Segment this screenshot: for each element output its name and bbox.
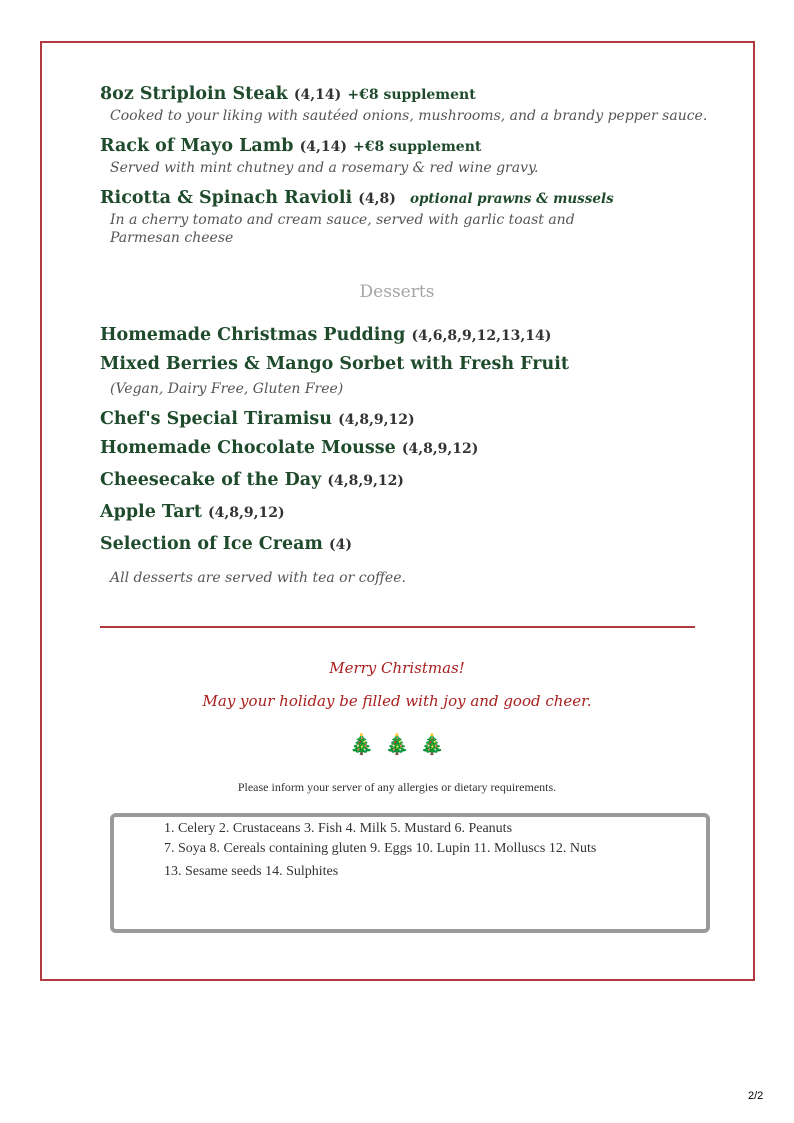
dessert-name: Apple Tart [100, 502, 202, 522]
dish-title-lamb [100, 136, 481, 156]
allergen-key-line: 13. Sesame seeds 14. Sulphites [164, 864, 339, 879]
dessert-name: Mixed Berries & Mango Sorbet with Fresh Fruit [100, 354, 569, 374]
dish-allergens: (4,8) [358, 191, 396, 207]
dish-supplement: +€8 supplement [353, 139, 482, 155]
dish-name: Ricotta & Spinach Ravioli [100, 188, 353, 208]
christmas-tree-icon: 🎄 [384, 732, 410, 756]
desserts-footer-note: All desserts are served with tea or coffee. [110, 570, 406, 586]
greeting-line-2: May your holiday be filled with joy and good cheer. [202, 692, 592, 710]
dessert-allergens: (4,6,8,9,12,13,14) [411, 328, 552, 344]
dessert-name: Selection of Ice Cream [100, 534, 323, 554]
dish-allergens: (4,14) [293, 87, 342, 103]
page-number: 2/2 [748, 1090, 764, 1102]
christmas-tree-icon: 🎄 [349, 732, 375, 756]
dessert-name: Homemade Christmas Pudding [100, 325, 406, 345]
dish-name: 8oz Striploin Steak [100, 84, 288, 104]
dessert-dietary-note: (Vegan, Dairy Free, Gluten Free) [110, 381, 344, 397]
dessert-item [100, 409, 415, 429]
dessert-name: Cheesecake of the Day [100, 470, 322, 490]
dish-allergens: (4,14) [299, 139, 347, 155]
dish-title-striploin [100, 84, 476, 104]
christmas-trees [0, 732, 794, 756]
dish-option: optional prawns & mussels [409, 191, 614, 207]
christmas-tree-icon: 🎄 [419, 732, 445, 756]
dish-supplement: +€8 supplement [347, 87, 476, 103]
dish-description-lamb: Served with mint chutney and a rosemary & red wine gravy. [110, 160, 539, 176]
dessert-item [100, 502, 285, 522]
allergen-key-line: 7. Soya 8. Cereals containing gluten 9. Eggs 10. Lupin 11. Molluscs 12. Nuts [164, 841, 597, 856]
dessert-allergens: (4) [329, 537, 353, 553]
greeting-line-1: Merry Christmas! [329, 659, 465, 677]
allergy-notice: Please inform your server of any allergies or dietary requirements. [237, 780, 557, 794]
section-divider [100, 626, 695, 628]
dessert-item [100, 325, 551, 345]
dish-description-striploin: Cooked to your liking with sautéed onions, mushrooms, and a brandy pepper sauce. [110, 108, 708, 124]
dessert-name: Chef's Special Tiramisu [100, 409, 332, 429]
dish-description-ravioli: In a cherry tomato and cream sauce, served with garlic toast and Parmesan cheese [110, 212, 575, 246]
dessert-item [100, 354, 569, 374]
dessert-item [100, 438, 478, 458]
section-heading-desserts: Desserts [359, 282, 435, 302]
dessert-allergens: (4,8,9,12) [327, 473, 404, 489]
allergen-key-line: 1. Celery 2. Crustaceans 3. Fish 4. Milk 5. Mustard 6. Peanuts [164, 821, 513, 836]
dessert-allergens: (4,8,9,12) [401, 441, 479, 457]
dessert-item [100, 534, 352, 554]
dessert-item [100, 470, 404, 490]
dish-title-ravioli [100, 188, 614, 208]
dish-name: Rack of Mayo Lamb [100, 136, 294, 156]
dessert-allergens: (4,8,9,12) [208, 505, 285, 521]
dessert-name: Homemade Chocolate Mousse [100, 438, 396, 458]
dessert-allergens: (4,8,9,12) [338, 412, 415, 428]
